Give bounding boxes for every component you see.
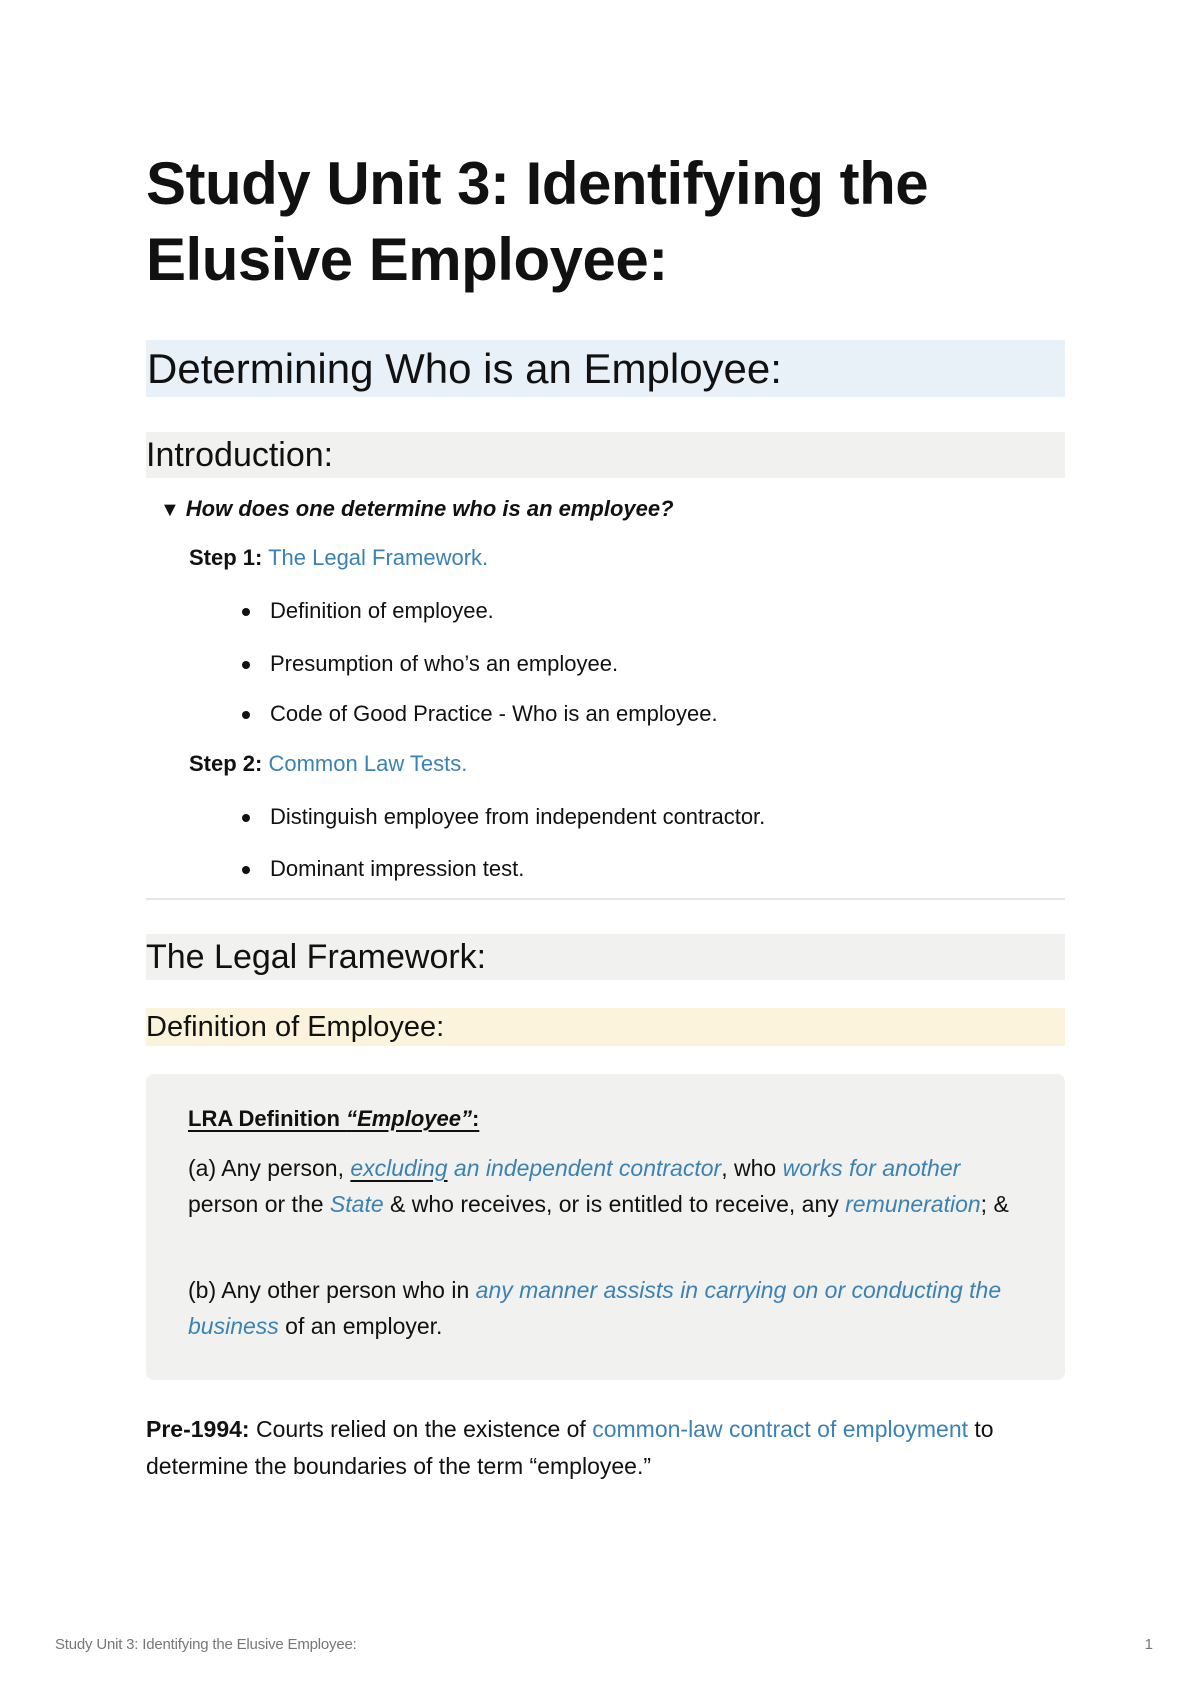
page-title: Study Unit 3: Identifying the Elusive Employee: — [146, 150, 929, 293]
list-item: Definition of employee. — [270, 596, 494, 626]
toggle-question: How does one determine who is an employee? — [185, 496, 674, 521]
step-2-label: Step 2: — [189, 751, 263, 776]
section-heading-determining: Determining Who is an Employee: — [146, 340, 1065, 397]
list-item: Code of Good Practice - Who is an employee. — [270, 699, 718, 729]
list-item: Dominant impression test. — [270, 854, 524, 884]
text: & who receives, or is entitled to receive, any — [383, 1191, 846, 1217]
step-1 — [189, 543, 488, 573]
link-assists-business[interactable]: any manner assists in carrying on or conducting the business — [188, 1277, 1002, 1339]
heading-definition-of-employee: Definition of Employee: — [146, 1008, 1065, 1046]
list-item: Distinguish employee from independent contractor. — [270, 802, 765, 832]
footer-page-number: 1 — [1144, 1636, 1153, 1653]
triangle-down-icon[interactable]: ▼ — [160, 499, 180, 521]
link-excluding[interactable]: excluding — [350, 1155, 448, 1181]
text: of an employer. — [278, 1313, 443, 1339]
text: (a) Any person, — [188, 1155, 351, 1181]
link-remuneration[interactable]: remuneration — [845, 1191, 981, 1217]
step-2-link[interactable]: Common Law Tests. — [268, 751, 468, 776]
list-item: Presumption of who’s an employee. — [270, 649, 618, 679]
heading-legal-framework: The Legal Framework: — [146, 934, 1065, 980]
link-works-for-another[interactable]: works for another — [782, 1155, 961, 1181]
pre-1994-label: Pre-1994: — [146, 1416, 250, 1442]
heading-introduction: Introduction: — [146, 432, 1065, 478]
text: ; & — [980, 1191, 1009, 1217]
definition-paragraph-a — [188, 1150, 1028, 1222]
link-state[interactable]: State — [329, 1191, 384, 1217]
definition-paragraph-b — [188, 1272, 1028, 1344]
text: (b) Any other person who in — [188, 1277, 476, 1303]
callout-lra-definition — [146, 1074, 1065, 1380]
text: Courts relied on the existence of — [249, 1416, 593, 1442]
pre-1994-paragraph — [146, 1411, 1046, 1485]
footer-running-title: Study Unit 3: Identifying the Elusive Employee: — [55, 1636, 357, 1653]
text: person or the — [188, 1191, 330, 1217]
callout-title-italic: “Employee” — [346, 1106, 472, 1131]
text: to determine the boundaries of the term “employee.” — [146, 1416, 994, 1479]
link-independent-contractor[interactable]: an independent contractor — [447, 1155, 722, 1181]
toggle-how-determine[interactable] — [160, 494, 674, 525]
callout-title-suffix: : — [472, 1106, 480, 1131]
step-1-label: Step 1: — [189, 545, 263, 570]
text: , who — [721, 1155, 783, 1181]
link-common-law-contract[interactable]: common-law contract of employment — [592, 1416, 969, 1442]
step-1-link[interactable]: The Legal Framework. — [268, 545, 489, 570]
callout-title-text: LRA Definition — [188, 1106, 347, 1131]
callout-title — [188, 1104, 479, 1134]
step-2 — [189, 749, 467, 779]
divider — [146, 898, 1065, 900]
